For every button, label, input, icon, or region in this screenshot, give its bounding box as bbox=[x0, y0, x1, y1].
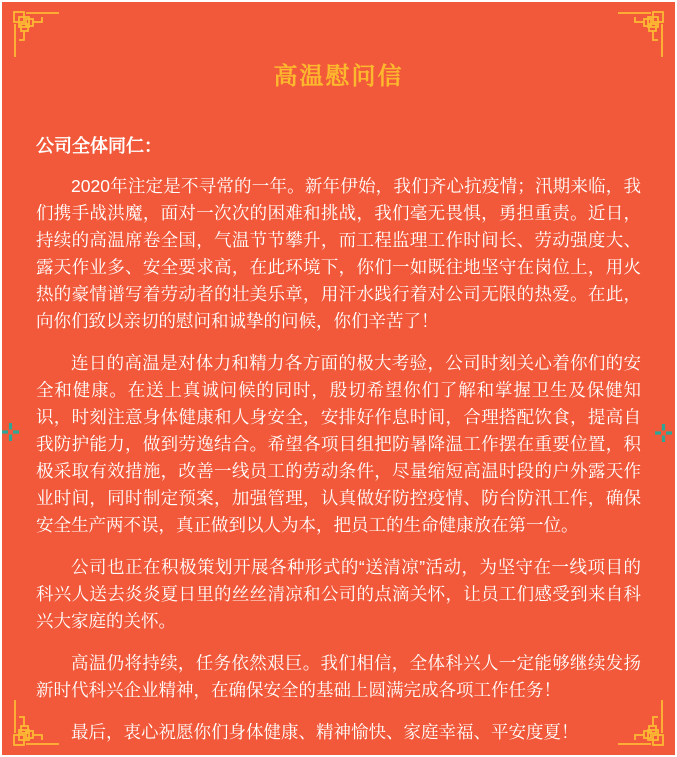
letter-paragraph: 最后，衷心祝愿你们身体健康、精神愉快、家庭幸福、平安度夏！ bbox=[71, 722, 579, 742]
letter-salutation: 公司全体同仁： bbox=[36, 136, 162, 156]
letter-paragraph: 公司也正在积极策划开展各种形式的“送清凉”活动，为坚守在一线项目的科兴人送去炎炎夏日里的丝丝清凉和公司的点滴关怀，让员工们感受到来自科兴大家庭的关怀。 bbox=[36, 557, 641, 631]
letter-paragraph: 高温仍将持续，任务依然艰巨。我们相信，全体科兴人一定能够继续发扬新时代科兴企业精神，在确保安全的基础上圆满完成各项工作任务！ bbox=[36, 653, 641, 700]
letter-page bbox=[2, 2, 675, 755]
letter-paragraph: 2020年注定是不寻常的一年。新年伊始，我们齐心抗疫情；汛期来临，我们携手战洪魔，面对一次次的困难和挑战，我们毫无畏惧，勇担重责。近日，持续的高温席卷全国，气温节节攀升，而工程监理工作时间长、劳动强度大、露天作业多、安全要求高，在此环境下，你们一如既往地坚守在岗位上，用火热的豪情谱写着劳动者的壮美乐章，用汗水践行着对公司无限的热爱。在此，向你们致以亲切的慰问和诚挚的问候，你们辛苦了！ bbox=[36, 176, 641, 331]
letter-title: 高温慰问信 bbox=[273, 63, 404, 90]
letter-paragraph: 连日的高温是对体力和精力各方面的极大考验，公司时刻关心着你们的安全和健康。在送上真诚问候的同时，殷切希望你们了解和掌握卫生及保健知识，时刻注意身体健康和人身安全，安排好作息时间，合理搭配饮食，提高自我防护能力，做到劳逸结合。希望各项目组把防暑降温工作摆在重要位置，积极采取有效措施，改善一线员工的劳动条件，尽量缩短高温时段的户外露天作业时间，同时制定预案，加强管理，认真做好防控疫情、防台防汛工作，确保安全生产两不误，真正做到以人为本，把员工的生命健康放在第一位。 bbox=[36, 353, 641, 535]
letter-content bbox=[2, 2, 675, 746]
letter-body bbox=[36, 173, 641, 746]
